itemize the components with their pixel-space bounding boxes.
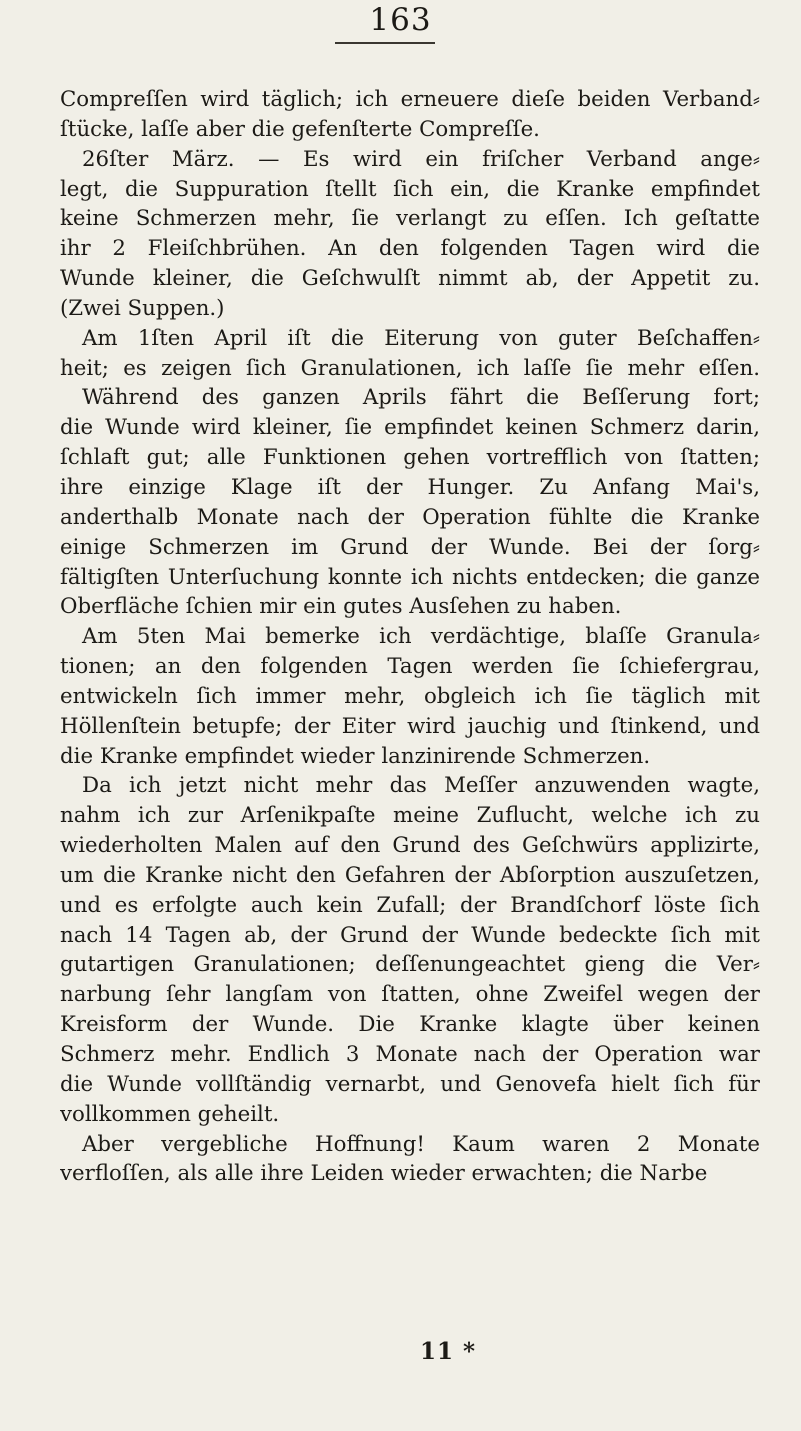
text-line: Wunde kleiner, die Geſchwulſt nimmt ab, der Appetit zu. [60, 266, 760, 292]
text-line: entwickeln ſich immer mehr, obgleich ich ſie täglich mit [60, 683, 760, 709]
text-line: 26ſter März. — Es wird ein friſcher Verband ange⸗ [82, 146, 760, 172]
header-rule [335, 42, 435, 44]
text-line: verfloſſen, als alle ihre Leiden wieder erwachten; die Narbe [60, 1161, 708, 1187]
text-line: Da ich jetzt nicht mehr das Meſſer anzuwenden wagte, [82, 773, 760, 799]
text-line: ſtücke, laſſe aber die gefenſterte Compreſſe. [60, 116, 540, 142]
text-line: Kreisform der Wunde. Die Kranke klagte über keinen [60, 1012, 760, 1038]
text-line: legt, die Suppuration ſtellt ſich ein, die Kranke empfindet [60, 176, 760, 202]
text-line: die Kranke empfindet wieder lanzinirende Schmerzen. [60, 743, 651, 769]
text-line: Am 5ten Mai bemerke ich verdächtige, blaſſe Granula⸗ [82, 624, 760, 650]
text-line: vollkommen geheilt. [60, 1101, 280, 1127]
text-line: Höllenſtein betupfe; der Eiter wird jauchig und ſtinkend, und [60, 713, 760, 739]
text-line: heit; es zeigen ſich Granulationen, ich laſſe ſie mehr eſſen. [60, 355, 760, 381]
text-line: einige Schmerzen im Grund der Wunde. Bei der ſorg⸗ [60, 534, 760, 560]
text-line: wiederholten Malen auf den Grund des Geſchwürs applizirte, [60, 833, 760, 859]
text-line: Compreſſen wird täglich; ich erneuere dieſe beiden Verband⸗ [60, 87, 760, 112]
text-line: gutartigen Granulationen; deſſenungeachtet gieng die Ver⸗ [60, 952, 760, 978]
text-line: Oberfläche ſchien mir ein gutes Ausſehen zu haben. [60, 594, 622, 620]
text-line: ihre einzige Klage iſt der Hunger. Zu Anfang Mai's, [60, 474, 760, 500]
text-line: tionen; an den folgenden Tagen werden ſie ſchiefergrau, [60, 654, 760, 680]
body-text [60, 85, 760, 1189]
text-line: Schmerz mehr. Endlich 3 Monate nach der Operation war [60, 1042, 760, 1067]
text-line: ſchlaft gut; alle Funktionen gehen vortrefflich von ſtatten; [60, 445, 760, 471]
text-line: nahm ich zur Arſenikpaſte meine Zuflucht, welche ich zu [60, 803, 760, 829]
text-line: Während des ganzen Aprils fährt die Beſſerung fort; [82, 385, 760, 411]
text-line: (Zwei Suppen.) [60, 295, 225, 321]
text-line: und es erfolgte auch kein Zufall; der Brandſchorf löste ſich [60, 892, 760, 918]
text-line: die Wunde wird kleiner, ſie empfindet keinen Schmerz darin, [60, 415, 760, 441]
text-line: um die Kranke nicht den Gefahren der Abſorption auszuſetzen, [60, 862, 760, 888]
page-number: 163 [369, 2, 432, 38]
text-line: die Wunde vollſtändig vernarbt, und Genovefa hielt ſich für [60, 1071, 760, 1097]
text-line: narbung ſehr langſam von ſtatten, ohne Zweifel wegen der [60, 982, 760, 1008]
text-line: fältigſten Unterſuchung konnte ich nichts entdecken; die ganze [60, 564, 760, 590]
text-line: nach 14 Tagen ab, der Grund der Wunde bedeckte ſich mit [60, 922, 760, 948]
text-line: keine Schmerzen mehr, ſie verlangt zu eſſen. Ich geſtatte [60, 206, 760, 232]
printer-signature: 11 * [420, 1338, 477, 1365]
text-line: Aber vergebliche Hoffnung! Kaum waren 2 Monate [82, 1131, 760, 1157]
text-line: ihr 2 Fleiſchbrühen. An den folgenden Tagen wird die [60, 236, 760, 262]
text-line: anderthalb Monate nach der Operation fühlte die Kranke [60, 504, 760, 530]
text-line: Am 1ſten April iſt die Eiterung von guter Beſchaffen⸗ [82, 325, 760, 351]
